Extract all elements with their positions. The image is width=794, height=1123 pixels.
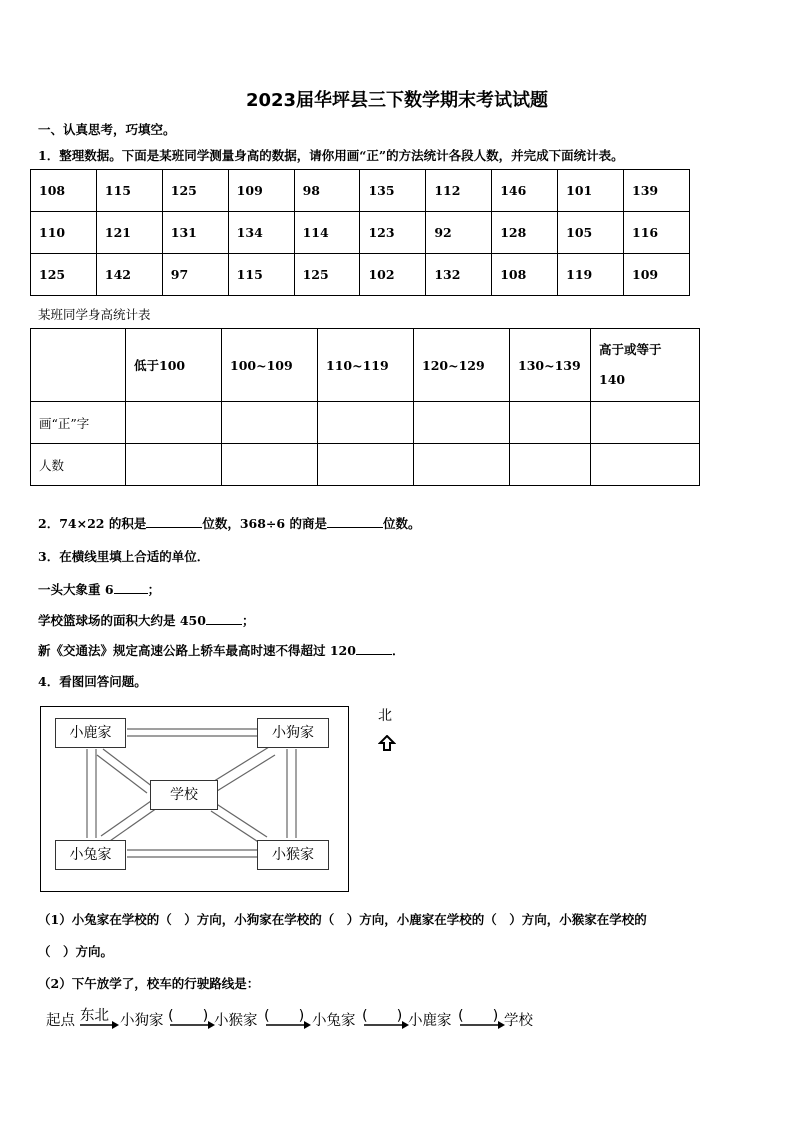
table-cell: 97 (162, 254, 228, 296)
table-cell: 134 (228, 212, 294, 254)
question-4-sub-2: （2）下午放学了，校车的行驶路线是： (38, 976, 260, 991)
road (103, 749, 153, 787)
route-stop-dog: 小狗家 (120, 1013, 164, 1029)
height-data-table (30, 169, 690, 296)
table-cell: 135 (360, 170, 426, 212)
question-text: 新《交通法》规定高速公路上轿车最高时速不得超过 120 (38, 643, 356, 658)
road (97, 755, 147, 793)
table-cell: 139 (624, 170, 690, 212)
table-cell: 119 (558, 254, 624, 296)
table-cell (126, 444, 222, 486)
road (217, 755, 275, 791)
table-cell: 112 (426, 170, 492, 212)
table-header: 110~119 (318, 329, 414, 402)
table-cell: 115 (96, 170, 162, 212)
question-text: 一头大象重 6 (38, 582, 114, 597)
table-cell: 146 (492, 170, 558, 212)
table-cell: 105 (558, 212, 624, 254)
table-cell: 114 (294, 212, 360, 254)
table-row (31, 402, 700, 444)
route-stop-deer: 小鹿家 (408, 1013, 452, 1029)
arrow-icon (460, 1020, 506, 1030)
table-cell (414, 402, 510, 444)
table-cell: 125 (294, 254, 360, 296)
row-label: 画“正”字 (31, 402, 126, 444)
question-3-line-3 (38, 641, 404, 659)
table-cell: 108 (492, 254, 558, 296)
table-cell (222, 444, 318, 486)
route-stop-monkey: 小猴家 (214, 1013, 258, 1029)
table-header: 120~129 (414, 329, 510, 402)
north-label: 北 (378, 708, 392, 724)
table-cell: 92 (426, 212, 492, 254)
table-header (591, 329, 700, 402)
question-4-sub-1-line-1: （1）小兔家在学校的（ ）方向，小狗家在学校的（ ）方向，小鹿家在学校的（ ）方向，小猴家在学校的 (38, 912, 647, 927)
question-text: ． (391, 643, 405, 658)
arrow-icon (266, 1020, 312, 1030)
page-title: 2023届华坪县三下数学期末考试试题 (245, 90, 549, 111)
table-cell: 110 (31, 212, 97, 254)
table-cell (510, 402, 591, 444)
table-cell (126, 402, 222, 444)
north-arrow-icon (378, 735, 396, 751)
table-cell (414, 444, 510, 486)
table-header: 130~139 (510, 329, 591, 402)
table-row (31, 254, 690, 296)
table-cell: 115 (228, 254, 294, 296)
road (101, 801, 151, 836)
arrow-icon (170, 1020, 216, 1030)
deer-house: 小鹿家 (55, 718, 126, 748)
table-cell: 108 (31, 170, 97, 212)
question-text: 位数，368÷6 的商是 (202, 516, 327, 531)
question-text: 学校篮球场的面积大约是 450 (38, 613, 206, 628)
question-3-line-1 (38, 580, 160, 598)
dog-house: 小狗家 (257, 718, 329, 748)
table-cell (222, 402, 318, 444)
question-1-text: 1．整理数据。下面是某班同学测量身高的数据，请你用画“正”的方法统计各段人数，并完成下面统计表。 (38, 148, 624, 163)
table-cell: 102 (360, 254, 426, 296)
table-cell: 132 (426, 254, 492, 296)
table-cell: 109 (624, 254, 690, 296)
map-diagram (40, 706, 349, 892)
table-header: 低于100 (126, 329, 222, 402)
question-4-text: 4．看图回答问题。 (38, 674, 147, 689)
road (211, 811, 263, 845)
arrow-icon (80, 1020, 120, 1030)
header-line: 140 (599, 372, 626, 387)
question-text: 位数。 (382, 516, 421, 531)
table-cell (510, 444, 591, 486)
question-2 (38, 514, 420, 532)
table-header: 100~109 (222, 329, 318, 402)
table-row (31, 444, 700, 486)
table-cell: 125 (162, 170, 228, 212)
answer-blank[interactable] (327, 515, 383, 528)
table-cell: 121 (96, 212, 162, 254)
road (107, 808, 157, 843)
table-cell: 142 (96, 254, 162, 296)
question-4-sub-1-line-2: （ ）方向。 (38, 944, 114, 959)
question-text: ； (241, 613, 255, 628)
table-row (31, 212, 690, 254)
table-row (31, 329, 700, 402)
route-start: 起点 (46, 1013, 75, 1029)
answer-blank[interactable] (206, 612, 242, 625)
question-text: 2．74×22 的积是 (38, 516, 147, 531)
route-first-direction: 东北 (80, 1008, 109, 1024)
table-cell (31, 329, 126, 402)
table-cell: 109 (228, 170, 294, 212)
question-3-line-2 (38, 611, 254, 629)
table-cell (318, 402, 414, 444)
table-cell: 128 (492, 212, 558, 254)
table-cell: 101 (558, 170, 624, 212)
section-heading: 一、认真思考，巧填空。 (38, 122, 176, 137)
row-label: 人数 (31, 444, 126, 486)
question-3-text: 3．在横线里填上合适的单位． (38, 549, 210, 564)
answer-blank[interactable] (114, 581, 148, 594)
table-row (31, 170, 690, 212)
table-cell: 131 (162, 212, 228, 254)
table-cell: 123 (360, 212, 426, 254)
direction-blank[interactable]: ( ) (458, 1008, 499, 1024)
direction-blank[interactable]: ( ) (362, 1008, 403, 1024)
table-cell (591, 444, 700, 486)
direction-blank[interactable]: ( ) (264, 1008, 305, 1024)
stat-table-title: 某班同学身高统计表 (38, 307, 151, 322)
answer-blank[interactable] (356, 642, 392, 655)
height-stat-table (30, 328, 700, 486)
arrow-icon (364, 1020, 410, 1030)
header-line: 高于或等于 (599, 342, 662, 357)
rabbit-house: 小兔家 (55, 840, 126, 870)
direction-blank[interactable]: ( ) (168, 1008, 209, 1024)
table-cell: 125 (31, 254, 97, 296)
school: 学校 (150, 780, 218, 810)
route-stop-school: 学校 (504, 1013, 533, 1029)
table-cell: 98 (294, 170, 360, 212)
road (215, 803, 267, 837)
route-stop-rabbit: 小兔家 (312, 1013, 356, 1029)
table-cell (591, 402, 700, 444)
question-text: ； (147, 582, 161, 597)
monkey-house: 小猴家 (257, 840, 329, 870)
road (211, 747, 269, 783)
table-cell: 116 (624, 212, 690, 254)
table-cell (318, 444, 414, 486)
answer-blank[interactable] (146, 515, 202, 528)
